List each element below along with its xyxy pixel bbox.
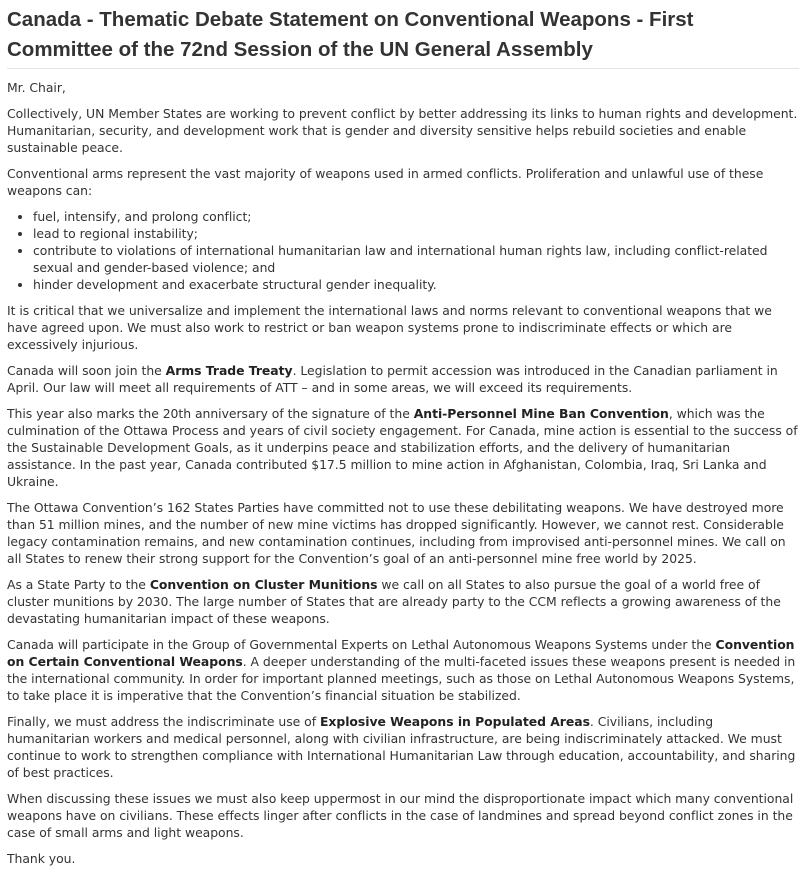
document — [7, 0, 799, 876]
list-item: • lead to regional instability; — [33, 225, 799, 242]
page-title: Canada - Thematic Debate Statement on Conventional Weapons - First Committee of the 72nd Session of the UN General Assembly — [7, 0, 799, 69]
paragraph-conventional-arms: Conventional arms represent the vast majority of weapons used in armed conflicts. Proliferation and unlawful use of these weapons can: — [7, 166, 764, 198]
explosive-weapons-term: Explosive Weapons in Populated Areas — [319, 714, 590, 729]
statement-body — [7, 79, 799, 867]
paragraph-civilian-impact: When discussing these issues we must also keep uppermost in our mind the disproportionate impact which many conventional weapons have on civilians. These effects linger after conflicts in the case of landmines and spread beyond conflict zones in the case of small arms and light weapons. — [7, 791, 794, 840]
paragraph-explosive-weapons: Finally, we must address the indiscriminate use of Explosive Weapons in Populated Areas. Civilians, including humanitarian workers and medical personnel, along with civilian infrastructure, are being indiscriminately attacked. We must continue to work to strengthen compliance with International Humanitarian Law through education, accountability, and sharing of best practices. — [7, 714, 796, 780]
paragraph-arms-trade-treaty: Canada will soon join the Arms Trade Treaty. Legislation to permit accession was introduced in the Canadian parliament in April. Our law will meet all requirements of ATT – and in some areas, we will exceed its requirements. — [7, 363, 778, 395]
paragraph-cluster-munitions: As a State Party to the Convention on Cluster Munitions we call on all States to also pursue the goal of a world free of cluster munitions by 2030. The large number of States that are already party to the CCM reflects a growing awareness of the devastating humanitarian impact of these weapons. — [7, 577, 781, 626]
mine-ban-convention-term: Anti-Personnel Mine Ban Convention — [413, 406, 669, 421]
list-item: • contribute to violations of international humanitarian law and international human rights law, including conflict-related sexual and gender-based violence; and — [33, 242, 799, 276]
list-item: • hinder development and exacerbate structural gender inequality. — [33, 276, 799, 293]
effects-list — [7, 208, 799, 293]
closing: Thank you. — [7, 851, 76, 866]
arms-trade-treaty-term: Arms Trade Treaty — [165, 363, 293, 378]
list-item: • fuel, intensify, and prolong conflict; — [33, 208, 799, 225]
paragraph-ccw: Canada will participate in the Group of Governmental Experts on Lethal Autonomous Weapons Systems under the Convention on Certain Conventional Weapons. A deeper understanding of the multi-faceted issues these weapons present is needed in the international community. In order for important planned meetings, such as those on Lethal Autonomous Weapons Systems, to take place it is imperative that the Convention’s financial situation be stabilized. — [7, 637, 796, 703]
salutation: Mr. Chair, — [7, 80, 66, 95]
paragraph-mine-ban: This year also marks the 20th anniversary of the signature of the Anti-Personnel Mine Ban Convention, which was the culmination of the Ottawa Process and years of civil society engagement. For Canada, mine action is essential to the success of the Sustainable Development Goals, as it underpins peace and stabilization efforts, and the delivery of humanitarian assistance. In the past year, Canada contributed $17.5 million to mine action in Afghanistan, Colombia, Iraq, Sri Lanka and Ukraine. — [7, 406, 798, 489]
cluster-munitions-term: Convention on Cluster Munitions — [149, 577, 378, 592]
paragraph-universalize: It is critical that we universalize and implement the international laws and norms relevant to conventional weapons that we have agreed upon. We must also work to restrict or ban weapon systems prone to indiscriminate effects or which are excessively injurious. — [7, 303, 772, 352]
ccw-term: Convention on Certain Conventional Weapons — [7, 637, 795, 669]
paragraph-intro: Collectively, UN Member States are working to prevent conflict by better addressing its links to human rights and development. Humanitarian, security, and development work that is gender and diversity sensitive helps rebuild societies and enable sustainable peace. — [7, 106, 798, 155]
paragraph-ottawa-convention: The Ottawa Convention’s 162 States Parties have committed not to use these debilitating weapons. We have destroyed more than 51 million mines, and the number of new mine victims has dropped significantly. However, we cannot rest. Considerable legacy contamination remains, and new contamination continues, including from improvised anti-personnel mines. We call on all States to renew their strong support for the Convention’s goal of an anti-personnel mine free world by 2025. — [7, 500, 786, 566]
